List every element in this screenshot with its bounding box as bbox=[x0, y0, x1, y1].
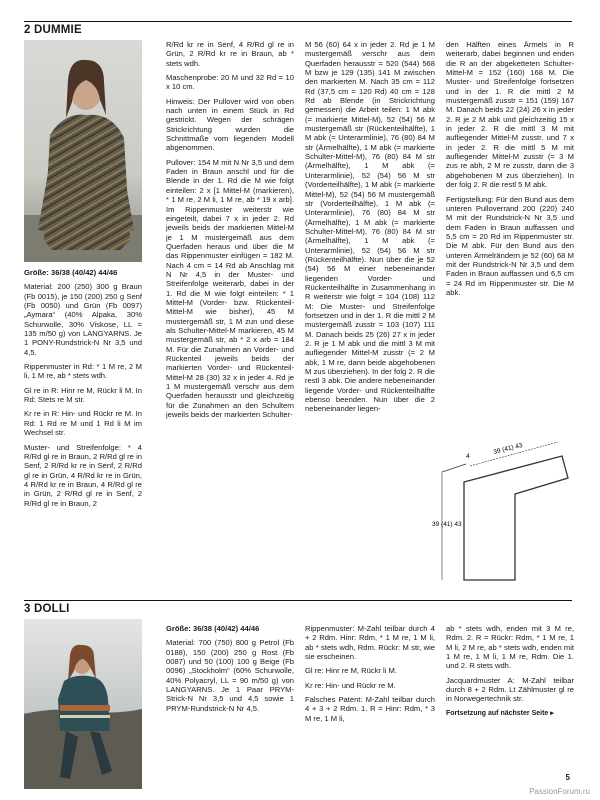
dolli-text-column-4 bbox=[446, 624, 574, 723]
material-paragraph: Material: 200 (250) 300 g Braun (Fb 0015), je 150 (200) 250 g Senf (Fb 0050) und Grün (Fb 0097) „Aymara“ (40% Alpaka, 30% Schurwolle, 30% Viskose, LL = 135 m/50 g) von LANGYARNS. Je 1 PONY-Rundstrick-N Nr 3,5 und 4,5. bbox=[24, 282, 142, 357]
dolli-material-paragraph: Material: 700 (750) 800 g Petrol (Fb 0188), 150 (200) 250 g Rost (Fb 0087) und 50 (100) 100 g Beige (Fb 0096) „Stockholm“ (60% Schurwolle, 40% Polyacryl, LL = 90 m/50 g) von LANGYARNS. Je 1 Paar PRYM-Strick-N Nr 3,5 und 4,5 sowie 1 PRYM-Rundstrick-N Nr 4,5. bbox=[166, 638, 294, 713]
text-column-2 bbox=[166, 40, 294, 424]
col3-paragraph: M 56 (60) 64 x in jeder 2. Rd je 1 M mustergemäß verschr aus dem Querfaden herausstr = 520 (544) 568 M bzw je 129 (135) 141 M zwischen den markierten M. Nach 35 cm = 112 Rd (37,5 cm = 120 Rd) 40 cm = 128 Rd ab Blende (in Strickrichtung gemessen) die Arbeit teilen: 1 M abk (= markierte Mittel-M), 52 (54) 56 M mustergemäß str (Rückenteilhälfte), 1 M abk (= Unterarmlinie), 76 (80) 84 M str (Ärmelhälfte), 1 M abk (= markierte Schulter-Mittel-M), 76 (80) 84 M str (Ärmelhälfte), 1 M abk (= Unterarmlinie), 52 (54) 56 M str (Vorderteilhälfte), 1 M abk (= markierte Mittel-M), 52 (54) 56 M mustergemäß str (Vorderteilhälfte), 1 M abk (= Unterarmlinie), 76 (80) 84 M str (Ärmelhälfte), 1 M abk (= markierte Schulter-Mittel-M), 76 (80) 84 M str (Ärmelhälfte), 1 M abk (= Unterarmlinie), 52 (54) 56 M str (Rückenteilhälfte). Nun über die je 52 (54) 56 M einer nebeneinander liegenden Vorder- und Rückenteilhälfte in Zusammenhang in R weiterstr wie folgt = 104 (108) 112 M: Die Muster- und Streifenfolge fortsetzen und in der 1. R die mittl 2 M mustergemäß zusstr = 103 (107) 111 M. Danach beids 25 (26) 27 x in jeder 2. R je 1 M abk und die mittl 3 M mit aufliegender Mittel-M zusstr (= 2 M abk, 1 M re, dann beide abgehobenen M zus überziehen). In der folg 2. R die restl 3 abk. Die andere nebeneinander liegende Vorder- und Rückenteilhälfte ebenso beenden. Nun über die 2 nebeneinander liegen- bbox=[305, 40, 435, 414]
dolli-patent-paragraph: Falsches Patent: M-Zahl teilbar durch 4 + 3 + 2 Rdm. 1. R = Hinr: Rdm, * 3 M re, 1 M li, bbox=[305, 695, 435, 723]
rippen-paragraph: Rippenmuster in Rd: * 1 M re, 2 M li, 1 M re, ab * stets wdh. bbox=[24, 362, 142, 381]
maschenprobe-paragraph: Maschenprobe: 20 M und 32 Rd = 10 x 10 cm. bbox=[166, 73, 294, 92]
section-title-text: 2 DUMMIE bbox=[24, 24, 82, 36]
schematic-label-height: 39 (41) 43 bbox=[432, 521, 462, 528]
text-column-3 bbox=[305, 40, 435, 419]
col2-top-paragraph: R/Rd kr re in Senf, 4 R/Rd gl re in Grün, 2 R/Rd kr re in Braun, ab * stets wdh. bbox=[166, 40, 294, 68]
krre-paragraph: Kr re in R: Hin- und Rückr re M. In Rd: 1 Rd re M und 1 Rd li M im Wechsel str. bbox=[24, 409, 142, 438]
watermark-text: PassionForum.ru bbox=[529, 787, 590, 796]
size-line: Größe: 36/38 (40/42) 44/46 bbox=[24, 268, 118, 277]
model-photo-dolli bbox=[24, 619, 142, 789]
pullover-paragraph: Pullover: 154 M mit N Nr 3,5 und dem Faden in Braun anschl und für die Blende in der 1. Rd die M wie folgt einteilen: 2 x [1 Mittel-M (markieren), * 1 M re, 2 M li, 1 M re, ab * 19 x arb]. Im Rippenmuster weiterstr wie eingeteilt, dabei 7 x in jeder 2. Rd jeweils beids der markierten Mittel-M je 1 M mustergemäß aus dem Querfaden heraus und über die M das Rippenmuster einfügen = 182 M. Nach 4 cm = 14 Rd ab Anschlag mit N Nr 4,5 in der Muster- und Streifenfolge weiterarb, dabei in der 1. Rd die M wie folgt einteilen: * 1 Mittel-M (Vorder- bzw. Rückenteil-Mittel-M wie bisher), 45 M mustergemäß str, 1 M zun und diese als Schulter-Mittel-M markieren, 45 M mustergemäß str, ab * 2 x arb = 184 M. Für die Zunahmen an Vorder- und Rückenteil jeweils beids der markierten Vorder- und Rückenteil-Mittel-M 28 (30) 32 x in jeder 4. Rd je 1 M mustergemäß verschr aus dem Querfaden herausstr und gleichzeitig für die Zunahmen an den Schultern jeweils beids der markierten Schulter- bbox=[166, 157, 294, 420]
muster-paragraph: Muster- und Streifenfolge: * 4 R/Rd gl re in Braun, 2 R/Rd gl re in Senf, 2 R/Rd kr re in Senf, 2 R/Rd gl re in Grün, 4 R/Rd kr re in Grün, 4 R/Rd kr re in Braun, 4 R/Rd gl re in Grün, 2 R/Rd gl re in Senf, 2 R/Rd gl re in Braun, 2 bbox=[24, 442, 142, 508]
continuation-note: Fortsetzung auf nächster Seite ▸ bbox=[446, 709, 554, 717]
dolli-glre-paragraph: Gl re: Hinr re M, Rückr li M. bbox=[305, 666, 397, 676]
glre-paragraph: Gl re in R: Hinr re M, Rückr li M. In Rd: Stets re M str. bbox=[24, 385, 142, 405]
hinweis-paragraph: Hinweis: Der Pullover wird von oben nach unten in einem Stück in Rd gestrickt. Wegen der schrägen Strickrichtung wurden die Schnittmaße vom liegenden Modell abgenommen. bbox=[166, 96, 294, 153]
model-photo-dummie bbox=[24, 40, 142, 262]
dolli-text-column-2 bbox=[166, 624, 294, 718]
schematic-svg bbox=[430, 442, 580, 592]
schematic-label-width: 39 (41) 43 bbox=[492, 442, 524, 456]
col4-paragraph: den Hälften eines Ärmels in R weiterarb, dabei beginnen und enden die R an der abgeketteten Schulter-Mittel-M = 152 (160) 168 M. Die Muster- und Streifenfolge fortsetzen und in der 1. R die mittl 2 M mustergemäß zusstr = 151 (159) 167 M. Danach beids 22 (24) 26 x in jeder 2. R je 2 M abk und gleichzeitig 15 x in jeder 2. R die mittl 3 M mit aufliegender Mittel-M zusstr. und 7 x in jeder 2. R die mittl 5 M mit aufliegender Mittel-M zusstr (= 3 M zus re abh, 2 M re zusstr, dann die 3 abgehobenen M zus überziehen). In der folg 2. R die restl 5 M abk. bbox=[446, 40, 574, 190]
schematic-diagram bbox=[430, 442, 580, 592]
text-column-1 bbox=[24, 268, 142, 513]
dolli-col4-paragraph: ab * stets wdh, enden mit 3 M re, Rdm. 2. R = Rückr: Rdm, * 1 M re, 1 M li, 2 M re, ab * stets wdh, enden mit 1 M re, 1 M li, 1 M re, Rdm. Die 1. und 2. R stets wdh. bbox=[446, 624, 574, 671]
fertigstellung-paragraph: Fertigstellung: Für den Bund aus dem unteren Pulloverrand 200 (220) 240 M mit der Rundstrick-N Nr 3,5 und dem Faden in Braun auffassen und 5,5 cm = 20 Rd im Rippenmuster str. Die M abk. Für den Bund aus den unteren Ärmelrändern je 52 (60) 68 M mit der Rundstrick-N Nr 3,5 und dem Faden in Braun auffassen und 6,5 cm = 24 Rd im Rippenmuster str. Die M abk. bbox=[446, 194, 574, 297]
dolli-krre-paragraph: Kr re: Hin- und Rückr re M. bbox=[305, 680, 396, 690]
page-number: 5 bbox=[565, 773, 570, 782]
text-column-4 bbox=[446, 40, 574, 302]
dolli-text-column-3 bbox=[305, 624, 435, 728]
section-title bbox=[24, 21, 572, 36]
schematic-label-top: 4 bbox=[466, 453, 470, 460]
dolli-size-line: Größe: 36/38 (40/42) 44/46 bbox=[166, 624, 260, 633]
dolli-rippen-paragraph: Rippenmuster: M-Zahl teilbar durch 4 + 2 Rdm. Hinr: Rdm, * 1 M re, 1 M li, ab * stets wdh, Rdm. Rückr: M str, wie sie erscheinen. bbox=[305, 624, 435, 662]
section-title-2 bbox=[24, 600, 572, 615]
section-title-2-text: 3 DOLLI bbox=[24, 603, 70, 615]
dolli-jacquard-paragraph: Jacquardmuster A: M-Zahl teilbar durch 8 + 2 Rdm. Lt Zählmuster gl re in Norwegertechnik str. bbox=[446, 675, 574, 704]
model-photo-dummie-image bbox=[24, 40, 142, 262]
model-photo-dolli-image bbox=[24, 619, 142, 789]
